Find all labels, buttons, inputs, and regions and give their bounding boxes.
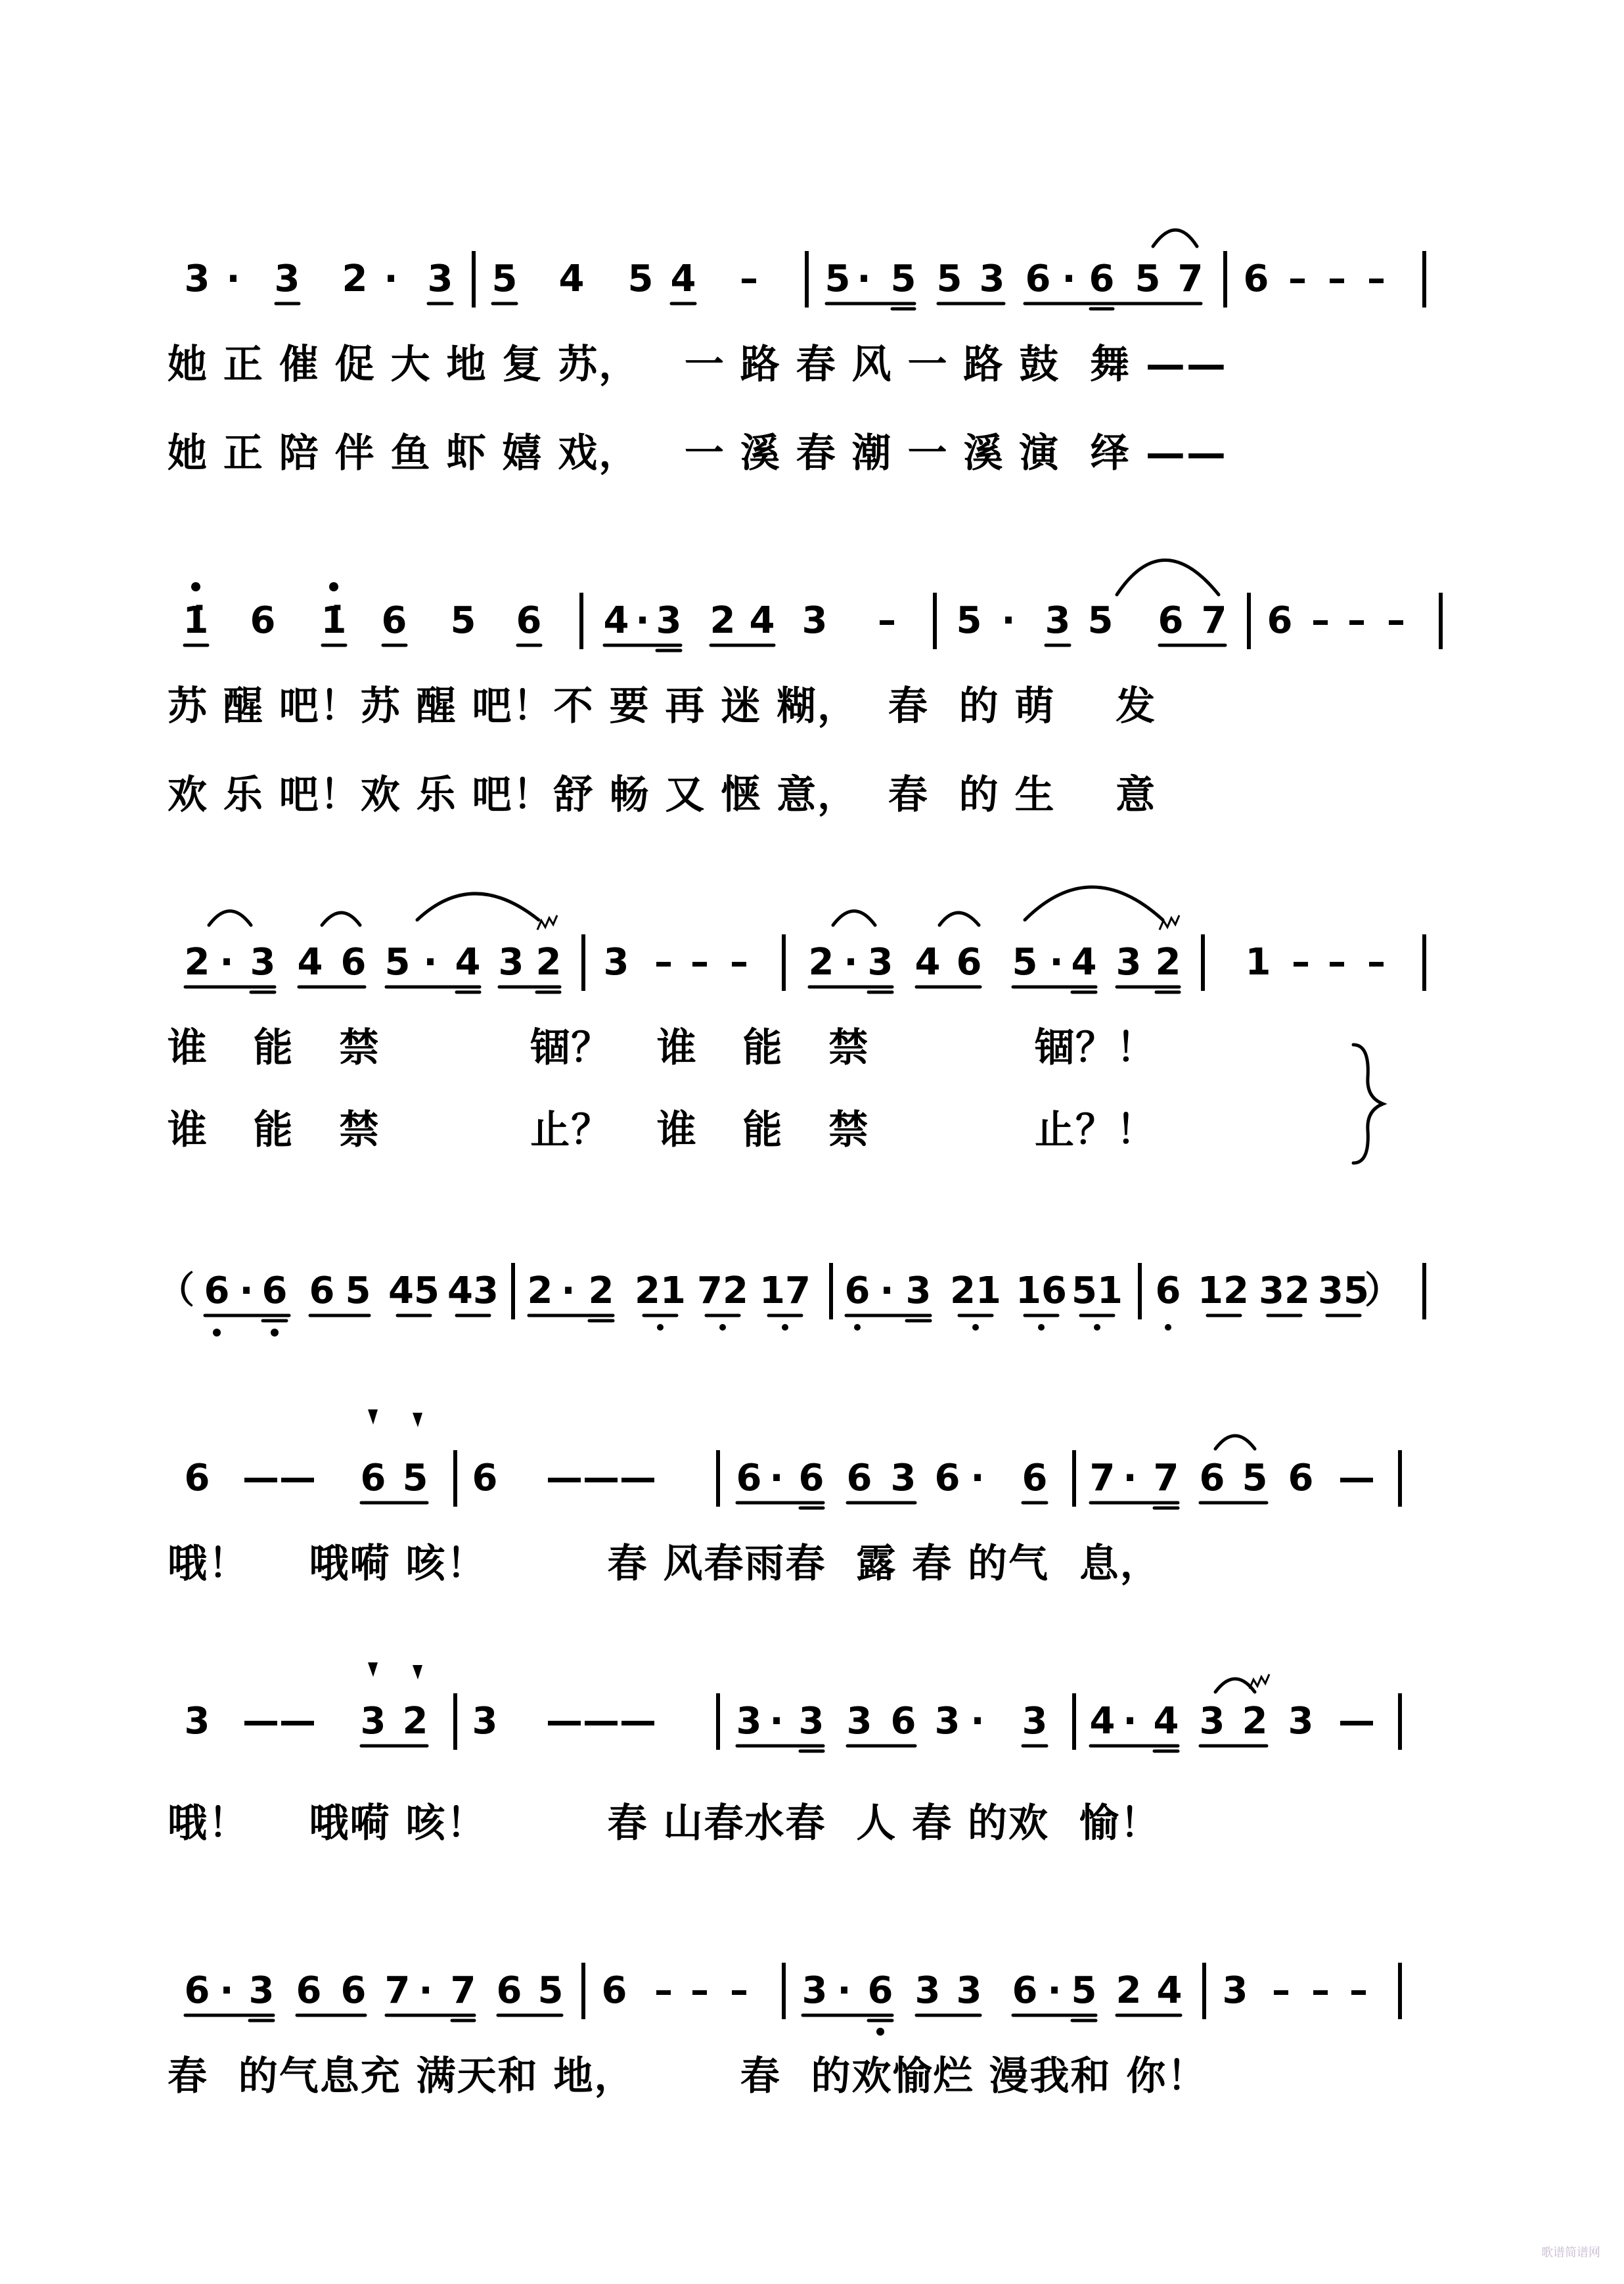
note: 5: [450, 599, 476, 642]
note: 6: [1025, 258, 1051, 300]
note: 3: [956, 1969, 982, 2012]
note: 2: [402, 1700, 428, 1743]
dot: ·: [769, 1700, 784, 1743]
note: 4: [455, 941, 481, 984]
note: 6: [798, 1457, 824, 1499]
dash: ———: [546, 1700, 656, 1743]
lyric-line: 她 正 陪 伴 鱼 虾 嬉 戏， 一 溪 春 潮 一 溪 演 绎 ——: [168, 430, 1227, 476]
note: 6: [1243, 258, 1269, 300]
note: 3: [250, 941, 276, 984]
note: 2: [808, 941, 834, 984]
dot: ·: [857, 258, 871, 300]
dash: –: [1272, 1969, 1290, 2012]
dash: –: [654, 941, 673, 984]
note: 3: [472, 1700, 498, 1743]
note: 3: [1199, 1700, 1225, 1743]
note: 6: [1089, 258, 1115, 300]
note: 72: [697, 1269, 748, 1312]
lyric-line: 欢 乐 吧！欢 乐 吧！舒 畅 又 惬 意， 春 的 生 意: [168, 772, 1157, 818]
dot: ·: [970, 1457, 985, 1499]
dot: ·: [1001, 599, 1016, 642]
note: 3: [801, 599, 828, 642]
dash: –: [1387, 599, 1405, 642]
note: 17: [759, 1269, 811, 1312]
note: 12: [1198, 1269, 1249, 1312]
dash: –: [690, 941, 709, 984]
note: 2: [1155, 941, 1181, 984]
note: 16: [1016, 1269, 1067, 1312]
note: 21: [950, 1269, 1001, 1312]
dash: –: [1367, 941, 1386, 984]
note: 7: [1201, 599, 1227, 642]
dot: ·: [219, 941, 234, 984]
dot: ·: [418, 1969, 433, 2012]
note: 7: [450, 1969, 476, 2012]
dash: –: [730, 1969, 748, 2012]
lyric-line: 哦！ 哦嗬 咳！ 春 山春水春 人 春 的欢 愉！: [168, 1800, 1161, 1846]
dot: ·: [1123, 1700, 1137, 1743]
dash: –: [690, 1969, 709, 2012]
note: 5: [345, 1269, 371, 1312]
note: 3: [184, 258, 210, 300]
note: 4: [1156, 1969, 1183, 2012]
dash: –: [1367, 258, 1386, 300]
dash: –: [1347, 599, 1366, 642]
note: 3: [905, 1269, 932, 1312]
note: 7: [384, 1969, 411, 2012]
dash: –: [1288, 258, 1307, 300]
dot: ·: [635, 599, 650, 642]
note: 3: [890, 1457, 916, 1499]
note: 3: [248, 1969, 275, 2012]
note: 3: [656, 599, 682, 642]
note: 4: [1071, 941, 1097, 984]
note: 4: [558, 258, 585, 300]
dot: ·: [769, 1457, 784, 1499]
dot: ·: [844, 941, 858, 984]
note: 5: [936, 258, 962, 300]
lyric-line: 谁 能 禁 锢？ 谁 能 禁 锢？！: [168, 1025, 1157, 1071]
dot: ·: [1047, 1969, 1062, 2012]
note: 5: [537, 1969, 564, 2012]
note: 6: [340, 941, 367, 984]
dash: –: [1328, 941, 1346, 984]
dash: –: [878, 599, 896, 642]
note: 4: [1089, 1700, 1116, 1743]
note: 6: [250, 599, 276, 642]
note: 5: [1087, 599, 1114, 642]
note: 6: [846, 1457, 872, 1499]
note: 5: [1012, 941, 1038, 984]
note: 2: [1242, 1700, 1268, 1743]
note: 7: [1089, 1457, 1116, 1499]
note: 3: [1222, 1969, 1248, 2012]
note: 6: [736, 1457, 762, 1499]
note: 6: [1158, 599, 1184, 642]
dot: ·: [1123, 1457, 1137, 1499]
note: 51: [1071, 1269, 1123, 1312]
dot: ·: [384, 258, 398, 300]
dash: –: [740, 258, 758, 300]
note: 6: [1288, 1457, 1314, 1499]
note: 3: [736, 1700, 762, 1743]
dash: —: [1338, 1457, 1375, 1499]
note: 6: [890, 1700, 916, 1743]
note: 5: [824, 258, 851, 300]
note: 4: [914, 941, 941, 984]
note: 6: [1267, 599, 1293, 642]
note: 3: [914, 1969, 941, 2012]
note: 5: [890, 258, 916, 300]
note: 2: [342, 258, 368, 300]
note: 7: [1153, 1457, 1179, 1499]
dot: ·: [239, 1269, 254, 1312]
note: 35: [1318, 1269, 1369, 1312]
lyric-line: 谁 能 禁 止？ 谁 能 禁 止？！: [168, 1107, 1157, 1153]
note: 4: [603, 599, 629, 642]
note: 3: [934, 1700, 960, 1743]
note: 6: [516, 599, 542, 642]
note: 43: [447, 1269, 499, 1312]
paren: ）: [1365, 1269, 1401, 1312]
dot: ·: [561, 1269, 575, 1312]
dash: –: [1311, 1969, 1330, 2012]
note: 5: [956, 599, 982, 642]
note: 5: [627, 258, 654, 300]
dot: ·: [970, 1700, 985, 1743]
note: 6: [956, 941, 982, 984]
note: 6: [261, 1269, 288, 1312]
dash: ——: [242, 1457, 316, 1499]
note: 6: [1022, 1457, 1048, 1499]
dash: –: [1292, 941, 1310, 984]
note: 6: [184, 1969, 210, 2012]
dot: ·: [1049, 941, 1064, 984]
note: 6: [934, 1457, 960, 1499]
dot: ·: [1062, 258, 1076, 300]
note: 45: [388, 1269, 440, 1312]
dot: ·: [219, 1969, 234, 2012]
dash: –: [1349, 1969, 1368, 2012]
note: 3: [801, 1969, 828, 2012]
note: 3: [1116, 941, 1142, 984]
note: 5: [1135, 258, 1161, 300]
note: 2: [527, 1269, 553, 1312]
note: 6: [1012, 1969, 1038, 2012]
note: 2: [535, 941, 562, 984]
note: 2: [184, 941, 210, 984]
note: 6: [360, 1457, 386, 1499]
note: 1̇: [321, 599, 347, 642]
dash: –: [730, 941, 748, 984]
dot: ·: [226, 258, 240, 300]
note: 3: [427, 258, 453, 300]
note: 3: [867, 941, 893, 984]
note: 6: [204, 1269, 230, 1312]
note: 7: [1177, 258, 1204, 300]
note: 3: [274, 258, 300, 300]
dash: –: [1311, 599, 1330, 642]
lyric-line: 苏 醒 吧！苏 醒 吧！不 要 再 迷 糊， 春 的 萌 发: [168, 683, 1157, 729]
note: 3: [798, 1700, 824, 1743]
paren: （: [158, 1269, 194, 1312]
note: 3: [1022, 1700, 1048, 1743]
note: 3: [1288, 1700, 1314, 1743]
note: 6: [1199, 1457, 1225, 1499]
dash: –: [1328, 258, 1346, 300]
note: 6: [496, 1969, 522, 2012]
note: 32: [1259, 1269, 1310, 1312]
note: 6: [601, 1969, 627, 2012]
note: 3: [1045, 599, 1071, 642]
lyric-line: 哦！ 哦嗬 咳！ 春 风春雨春 露 春 的气 息，: [168, 1541, 1161, 1587]
note: 5: [384, 941, 411, 984]
note: 6: [1155, 1269, 1181, 1312]
lyric-line: 春 的气息充 满天和 地， 春 的欢愉烂 漫我和 你！: [168, 2053, 1208, 2099]
note: 3: [360, 1700, 386, 1743]
dash: –: [654, 1969, 673, 2012]
note: 21: [635, 1269, 686, 1312]
note: 3: [846, 1700, 872, 1743]
note: 4: [1153, 1700, 1179, 1743]
note: 4: [297, 941, 323, 984]
dot: ·: [837, 1969, 851, 2012]
note: 6: [296, 1969, 322, 2012]
dot: ·: [423, 941, 438, 984]
note: 3: [498, 941, 524, 984]
note: 5: [1071, 1969, 1097, 2012]
note: 1̇: [183, 599, 209, 642]
dash: —: [1338, 1700, 1375, 1743]
note: 2: [588, 1269, 614, 1312]
note: 6: [381, 599, 407, 642]
note: 5: [402, 1457, 428, 1499]
note: 1: [1245, 941, 1271, 984]
note: 2: [1116, 1969, 1142, 2012]
note: 2: [710, 599, 736, 642]
dash: ———: [546, 1457, 656, 1499]
watermark: 歌谱简谱网: [1541, 2246, 1600, 2260]
note: 6: [472, 1457, 498, 1499]
note: 6: [340, 1969, 367, 2012]
note: 4: [749, 599, 775, 642]
dot: ·: [880, 1269, 894, 1312]
note: 3: [184, 1700, 210, 1743]
note: 5: [491, 258, 518, 300]
note: 6: [844, 1269, 870, 1312]
note: 3: [979, 258, 1005, 300]
note: 4: [670, 258, 696, 300]
note: 5: [1242, 1457, 1268, 1499]
dash: ——: [242, 1700, 316, 1743]
note: 6: [867, 1969, 893, 2012]
lyric-line: 她 正 催 促 大 地 复 苏， 一 路 春 风 一 路 鼓 舞 ——: [168, 342, 1227, 388]
note: 6: [184, 1457, 210, 1499]
note: 6: [309, 1269, 335, 1312]
note: 3: [603, 941, 629, 984]
